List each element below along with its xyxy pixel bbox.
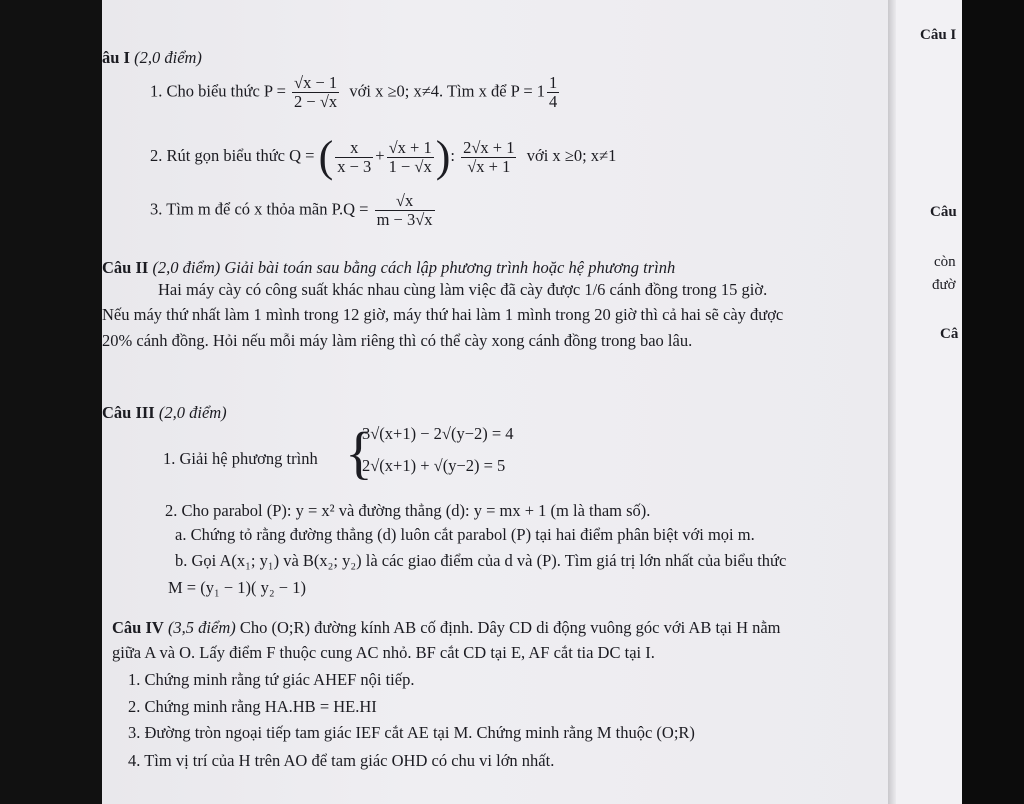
system-brace: {: [345, 420, 373, 485]
side-label-duong: đườ: [932, 277, 956, 293]
side-label-cau-i: Câu I: [920, 27, 957, 43]
side-label-cau: Câu: [930, 204, 957, 220]
q4-item2: 2. Chứng minh rằng HA.HB = HE.HI: [128, 697, 377, 716]
q4-item1: 1. Chứng minh rằng tứ giác AHEF nội tiếp.: [128, 670, 415, 689]
side-label-ca: Câ: [940, 326, 959, 342]
q4-item3: 3. Đường tròn ngoại tiếp tam giác IEF cắt AE tại M. Chứng minh rằng M thuộc (O;R): [128, 723, 695, 742]
q1-item3: 3. Tìm m để có x thỏa mãn P.Q = $\frac{√x}{m - 3√x}$: [150, 191, 433, 229]
side-label-con: còn: [934, 254, 956, 270]
q2-line1: Hai máy cày có công suất khác nhau cùng làm việc đã cày được 1/6 cánh đồng trong 15 giờ.: [158, 280, 768, 299]
q1-heading: âu I (2,0 điểm): [102, 48, 202, 67]
adjacent-page: [896, 0, 962, 804]
q3-item2b: b. Gọi A(x₁; y₁) và B(x₂; y₂) là các giao điểm của d và (P). Tìm giá trị lớn nhất của biểu thức: [175, 551, 787, 570]
q1-item1-fraction: $\frac{√x - 1}{2 - √x}$: [294, 73, 338, 111]
q2-heading: Câu II (2,0 điểm) Giải bài toán sau bằng cách lập phương trình hoặc hệ phương trình: [102, 258, 676, 277]
q3-item1: 1. Giải hệ phương trình: [163, 449, 318, 468]
q1-item1-mixed-fraction: $\frac{1}{4}$: [549, 73, 558, 111]
q3-heading: Câu III (2,0 điểm): [102, 403, 227, 422]
q3-eq2: 2√(x+1) + √(y−2) = 5: [362, 456, 506, 475]
q2-line3: 20% cánh đồng. Hỏi nếu mỗi máy làm riêng thì có thể cày xong cánh đồng trong bao lâu.: [102, 331, 693, 350]
q1-item1: 1. Cho biểu thức P = $\frac{√x - 1}{2 - √x}$ với x ≥0; x≠4. Tìm x để P = 1 $\frac{1}{4}$: [150, 73, 558, 111]
q1-item2: 2. Rút gọn biểu thức Q = ( $\frac{x}{x - 3}$ + $\frac{√x + 1}{1 - √x}$ ): $\frac{2√x + 1}{√x + 1}$ với x ≥0; x≠1: [150, 132, 617, 181]
q4-heading: Câu IV (3,5 điểm) Cho (O;R) đường kính AB cố định. Dây CD di động vuông góc với AB tại H nằm: [112, 618, 781, 637]
q3-item2: 2. Cho parabol (P): y = x² và đường thẳng (d): y = mx + 1 (m là tham số).: [165, 501, 651, 520]
dark-edge: [962, 0, 1024, 804]
q3-item2b-expr: M = (y₁ − 1)( y₂ − 1): [168, 578, 306, 597]
q4-item4: 4. Tìm vị trí của H trên AO để tam giác OHD có chu vi lớn nhất.: [128, 751, 555, 770]
q3-item2a: a. Chứng tỏ rằng đường thẳng (d) luôn cắt parabol (P) tại hai điểm phân biệt với mọi m.: [175, 525, 755, 544]
q4-line2: giữa A và O. Lấy điểm F thuộc cung AC nhỏ. BF cắt CD tại E, AF cắt tia DC tại I.: [112, 643, 655, 662]
q2-line2: Nếu máy thứ nhất làm 1 mình trong 12 giờ, máy thứ hai làm 1 mình trong 20 giờ thì cả hai sẽ cày được: [102, 305, 784, 324]
q3-eq1: 3√(x+1) − 2√(y−2) = 4: [362, 424, 514, 443]
